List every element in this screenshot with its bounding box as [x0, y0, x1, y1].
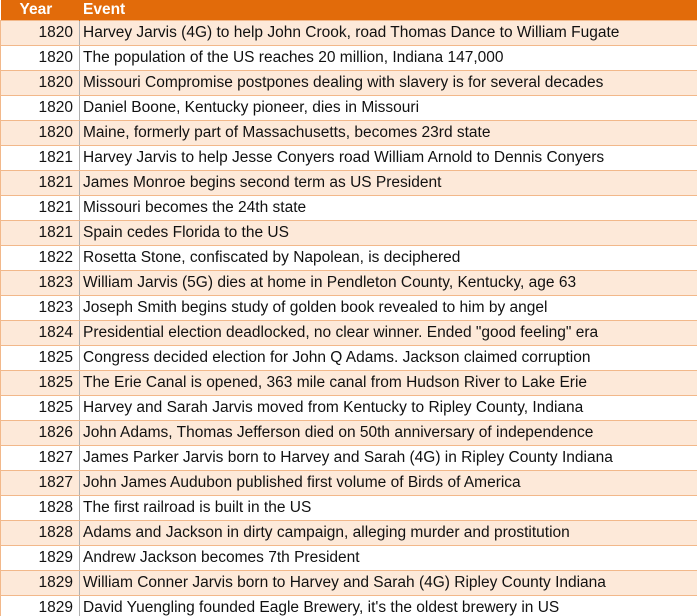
event-cell[interactable]: Harvey Jarvis to help Jesse Conyers road William Arnold to Dennis Conyers — [80, 145, 697, 170]
year-cell[interactable]: 1827 — [1, 470, 80, 495]
event-cell[interactable]: Andrew Jackson becomes 7th President — [80, 545, 697, 570]
event-cell[interactable]: David Yuengling founded Eagle Brewery, it's the oldest brewery in US — [80, 595, 697, 616]
event-column-header[interactable]: Event — [80, 0, 697, 20]
year-cell[interactable]: 1825 — [1, 370, 80, 395]
event-cell[interactable]: Missouri Compromise postpones dealing with slavery is for several decades — [80, 70, 697, 95]
event-cell[interactable]: Harvey Jarvis (4G) to help John Crook, road Thomas Dance to William Fugate — [80, 20, 697, 45]
table-row — [1, 220, 697, 245]
table-row — [1, 145, 697, 170]
event-cell[interactable]: Adams and Jackson in dirty campaign, alleging murder and prostitution — [80, 520, 697, 545]
header-row — [1, 0, 697, 20]
year-cell[interactable]: 1820 — [1, 45, 80, 70]
table-row — [1, 195, 697, 220]
year-cell[interactable]: 1823 — [1, 270, 80, 295]
event-cell[interactable]: Missouri becomes the 24th state — [80, 195, 697, 220]
table-body — [1, 20, 697, 616]
table-row — [1, 270, 697, 295]
year-cell[interactable]: 1824 — [1, 320, 80, 345]
event-cell[interactable]: The Erie Canal is opened, 363 mile canal from Hudson River to Lake Erie — [80, 370, 697, 395]
event-cell[interactable]: Harvey and Sarah Jarvis moved from Kentucky to Ripley County, Indiana — [80, 395, 697, 420]
year-cell[interactable]: 1820 — [1, 70, 80, 95]
year-cell[interactable]: 1825 — [1, 395, 80, 420]
year-cell[interactable]: 1829 — [1, 595, 80, 616]
table-row — [1, 345, 697, 370]
event-cell[interactable]: William Jarvis (5G) dies at home in Pendleton County, Kentucky, age 63 — [80, 270, 697, 295]
table-row — [1, 45, 697, 70]
event-cell[interactable]: Daniel Boone, Kentucky pioneer, dies in Missouri — [80, 95, 697, 120]
event-cell[interactable]: John Adams, Thomas Jefferson died on 50th anniversary of independence — [80, 420, 697, 445]
table-row — [1, 20, 697, 45]
event-cell[interactable]: James Parker Jarvis born to Harvey and Sarah (4G) in Ripley County Indiana — [80, 445, 697, 470]
year-cell[interactable]: 1826 — [1, 420, 80, 445]
year-cell[interactable]: 1829 — [1, 570, 80, 595]
table-row — [1, 570, 697, 595]
event-cell[interactable]: The first railroad is built in the US — [80, 495, 697, 520]
year-cell[interactable]: 1825 — [1, 345, 80, 370]
event-cell[interactable]: Maine, formerly part of Massachusetts, becomes 23rd state — [80, 120, 697, 145]
table-row — [1, 170, 697, 195]
year-cell[interactable]: 1821 — [1, 220, 80, 245]
event-cell[interactable]: James Monroe begins second term as US President — [80, 170, 697, 195]
year-column-header[interactable]: Year — [1, 0, 80, 20]
table-row — [1, 295, 697, 320]
year-cell[interactable]: 1829 — [1, 545, 80, 570]
event-cell[interactable]: Joseph Smith begins study of golden book revealed to him by angel — [80, 295, 697, 320]
table-row — [1, 320, 697, 345]
table-row — [1, 120, 697, 145]
year-cell[interactable]: 1821 — [1, 170, 80, 195]
table-row — [1, 70, 697, 95]
event-cell[interactable]: Spain cedes Florida to the US — [80, 220, 697, 245]
year-cell[interactable]: 1820 — [1, 120, 80, 145]
event-cell[interactable]: William Conner Jarvis born to Harvey and Sarah (4G) Ripley County Indiana — [80, 570, 697, 595]
year-cell[interactable]: 1828 — [1, 495, 80, 520]
year-cell[interactable]: 1821 — [1, 195, 80, 220]
year-cell[interactable]: 1828 — [1, 520, 80, 545]
year-cell[interactable]: 1820 — [1, 20, 80, 45]
table-row — [1, 495, 697, 520]
year-cell[interactable]: 1822 — [1, 245, 80, 270]
table-row — [1, 595, 697, 616]
event-cell[interactable]: Presidential election deadlocked, no clear winner. Ended "good feeling" era — [80, 320, 697, 345]
table-row — [1, 95, 697, 120]
table-row — [1, 445, 697, 470]
event-cell[interactable]: John James Audubon published first volume of Birds of America — [80, 470, 697, 495]
table-row — [1, 520, 697, 545]
table-row — [1, 395, 697, 420]
year-cell[interactable]: 1827 — [1, 445, 80, 470]
table-row — [1, 370, 697, 395]
year-cell[interactable]: 1821 — [1, 145, 80, 170]
event-cell[interactable]: Rosetta Stone, confiscated by Napolean, is deciphered — [80, 245, 697, 270]
event-cell[interactable]: Congress decided election for John Q Adams. Jackson claimed corruption — [80, 345, 697, 370]
table-row — [1, 245, 697, 270]
year-cell[interactable]: 1820 — [1, 95, 80, 120]
table-row — [1, 470, 697, 495]
table-row — [1, 545, 697, 570]
year-cell[interactable]: 1823 — [1, 295, 80, 320]
event-cell[interactable]: The population of the US reaches 20 million, Indiana 147,000 — [80, 45, 697, 70]
table-row — [1, 420, 697, 445]
